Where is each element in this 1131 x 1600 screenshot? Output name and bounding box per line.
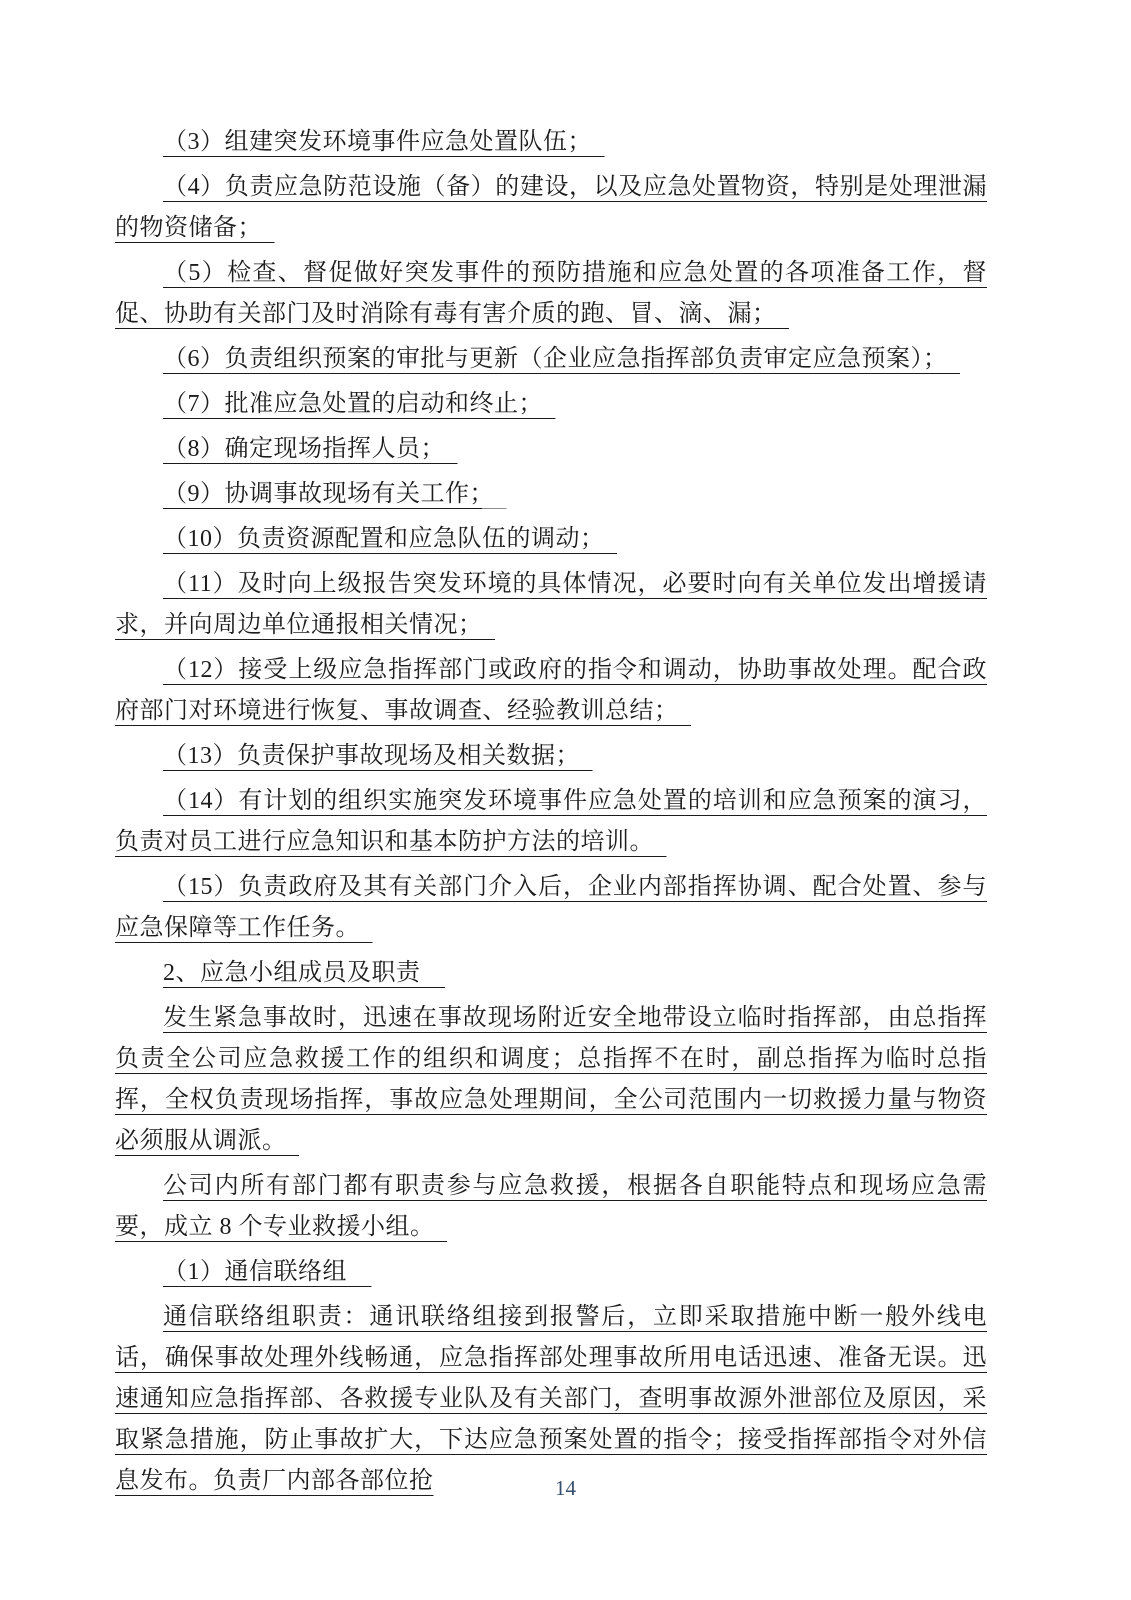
- document-body: [115, 122, 987, 1506]
- document-paragraph: （14）有计划的组织实施突发环境事件应急处置的培训和应急预案的演习，负责对员工进行应急知识和基本防护方法的培训。: [115, 788, 987, 855]
- document-paragraph: （9）协调事故现场有关工作；: [163, 481, 482, 507]
- document-paragraph: （12）接受上级应急指挥部门或政府的指令和调动，协助事故处理。配合政府部门对环境进行恢复、事故调查、经验教训总结；: [115, 657, 987, 724]
- section-heading: 2、应急小组成员及职责: [163, 960, 421, 986]
- document-paragraph: 公司内所有部门都有职责参与应急救援，根据各自职能特点和现场应急需要，成立 8 个专业救援小组。: [115, 1173, 987, 1240]
- document-paragraph: （8）确定现场指挥人员；: [163, 436, 433, 462]
- document-paragraph: （6）负责组织预案的审批与更新（企业应急指挥部负责审定应急预案）；: [163, 346, 936, 372]
- document-paragraph: （5）检查、督促做好突发事件的预防措施和应急处置的各项准备工作，督促、协助有关部门及时消除有毒有害介质的跑、冒、滴、漏；: [115, 260, 987, 327]
- page-number: 14: [555, 1476, 576, 1500]
- document-paragraph: （15）负责政府及其有关部门介入后，企业内部指挥协调、配合处置、参与应急保障等工作任务。: [115, 874, 987, 941]
- document-paragraph: 发生紧急事故时，迅速在事故现场附近安全地带设立临时指挥部，由总指挥负责全公司应急救援工作的组织和调度；总指挥不在时，副总指挥为临时总指挥，全权负责现场指挥，事故应急处理期间，全公司范围内一切救援力量与物资必须服从调派。: [115, 1005, 987, 1154]
- document-paragraph: （4）负责应急防范设施（备）的建设，以及应急处置物资，特别是处理泄漏的物资储备；: [115, 174, 987, 241]
- document-paragraph: （7）批准应急处置的启动和终止；: [163, 391, 531, 417]
- document-paragraph: （3）组建突发环境事件应急处置队伍；: [163, 129, 580, 155]
- sub-heading: （1）通信联络组: [163, 1259, 347, 1285]
- document-paragraph: （10）负责资源配置和应急队伍的调动；: [163, 526, 593, 552]
- document-paragraph: （13）负责保护事故现场及相关数据；: [163, 743, 568, 769]
- document-paragraph: 通信联络组职责：通讯联络组接到报警后，立即采取措施中断一般外线电话，确保事故处理外线畅通，应急指挥部处理事故所用电话迅速、准备无误。迅速通知应急指挥部、各救援专业队及有关部门，查明事故源外泄部位及原因，采取紧急措施，防止事故扩大，下达应急预案处置的指令；接受指挥部指令对外信息发布。负责厂内部各部位抢: [115, 1304, 987, 1494]
- document-paragraph: （11）及时向上级报告突发环境的具体情况，必要时向有关单位发出增援请求，并向周边单位通报相关情况；: [115, 571, 987, 638]
